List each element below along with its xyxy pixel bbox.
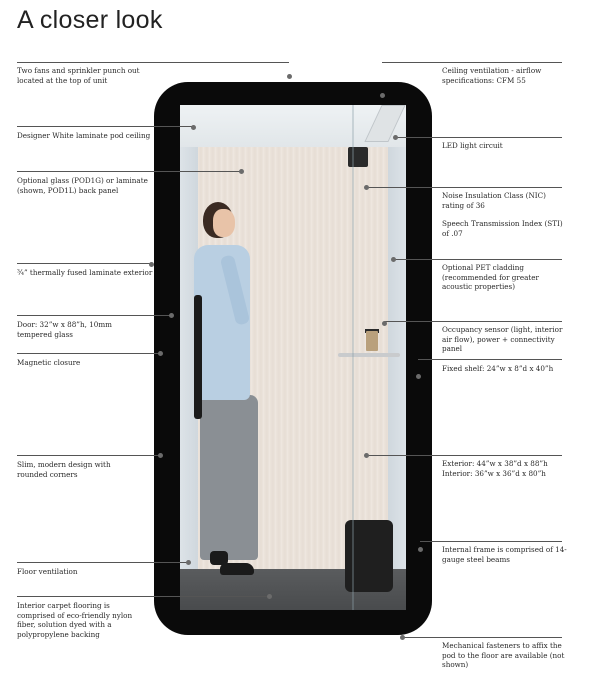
person-face <box>213 209 235 237</box>
leader-line <box>418 359 562 360</box>
callout-dot <box>400 635 405 640</box>
label-occupancy: Occupancy sensor (light, interior air flow), power + connectivity panel <box>442 325 563 353</box>
leader-line <box>393 259 562 260</box>
leader-line <box>17 353 160 354</box>
label-slim-design: Slim, modern design with rounded corners <box>17 460 111 479</box>
callout-dot <box>186 560 191 565</box>
callout-dot <box>364 185 369 190</box>
leader-line <box>17 596 269 597</box>
label-back-panel: Optional glass (POD1G) or laminate (shown, POD1L) back panel <box>17 176 148 195</box>
callout-dot <box>418 547 423 552</box>
label-ceiling: Designer White laminate pod ceiling <box>17 131 151 140</box>
leader-line <box>366 455 562 456</box>
label-floor-vent: Floor ventilation <box>17 567 78 576</box>
label-fans: Two fans and sprinkler punch out located at the top of unit <box>17 66 140 85</box>
callout-dot <box>380 93 385 98</box>
fixed-shelf <box>338 353 400 357</box>
leader-line <box>17 126 193 127</box>
callout-dot <box>287 74 292 79</box>
callout-dot <box>364 453 369 458</box>
person-shoe-front <box>220 563 254 575</box>
callout-dot <box>393 135 398 140</box>
label-shelf: Fixed shelf: 24”w x 8”d x 40”h <box>442 364 554 373</box>
callout-dot <box>149 262 154 267</box>
leader-line <box>17 62 289 63</box>
callout-dot <box>158 351 163 356</box>
occupancy-sensor-icon <box>348 147 368 167</box>
label-door: Door: 32”w x 88”h, 10mm tempered glass <box>17 320 112 339</box>
leader-line <box>420 541 562 542</box>
leader-line <box>17 455 160 456</box>
label-fasteners: Mechanical fasteners to affix the pod to the floor are available (not shown) <box>442 641 565 669</box>
label-magnetic: Magnetic closure <box>17 358 81 367</box>
label-frame: Internal frame is comprised of 14-gauge steel beams <box>442 545 567 564</box>
callout-dot <box>267 594 272 599</box>
leader-line <box>17 263 151 264</box>
leader-line <box>17 562 188 563</box>
leader-line <box>384 321 562 322</box>
leader-line <box>366 187 562 188</box>
label-ceiling-vent: Ceiling ventilation - airflow specifications: CFM 55 <box>442 66 542 85</box>
label-exterior: ¾” thermally fused laminate exterior <box>17 268 153 277</box>
callout-dot <box>416 374 421 379</box>
callout-dot <box>382 321 387 326</box>
callout-dot <box>239 169 244 174</box>
label-dimensions: Exterior: 44”w x 38”d x 88”h Interior: 36”w x 36”d x 80”h <box>442 459 548 478</box>
callout-dot <box>169 313 174 318</box>
door-handle <box>194 295 202 419</box>
label-pet: Optional PET cladding (recommended for greater acoustic properties) <box>442 263 539 291</box>
page-title: A closer look <box>17 6 163 34</box>
label-carpet: Interior carpet flooring is comprised of eco-friendly nylon fiber, solution dyed with a polypropylene backing <box>17 601 133 639</box>
leader-line <box>382 62 562 63</box>
leader-line <box>402 637 562 638</box>
coffee-cup-icon <box>366 331 378 351</box>
callout-dot <box>191 125 196 130</box>
leader-line <box>17 171 241 172</box>
label-nic: Noise Insulation Class (NIC) rating of 36 <box>442 191 546 210</box>
callout-dot <box>158 453 163 458</box>
leader-line <box>17 315 171 316</box>
glass-door-edge <box>352 105 354 610</box>
person-legs <box>200 395 258 560</box>
label-led: LED light circuit <box>442 141 503 150</box>
right-wall <box>388 147 406 569</box>
pod-interior <box>180 105 406 610</box>
callout-dot <box>391 257 396 262</box>
label-sti: Speech Transmission Index (STI) of .07 <box>442 219 563 238</box>
leader-line <box>395 137 562 138</box>
